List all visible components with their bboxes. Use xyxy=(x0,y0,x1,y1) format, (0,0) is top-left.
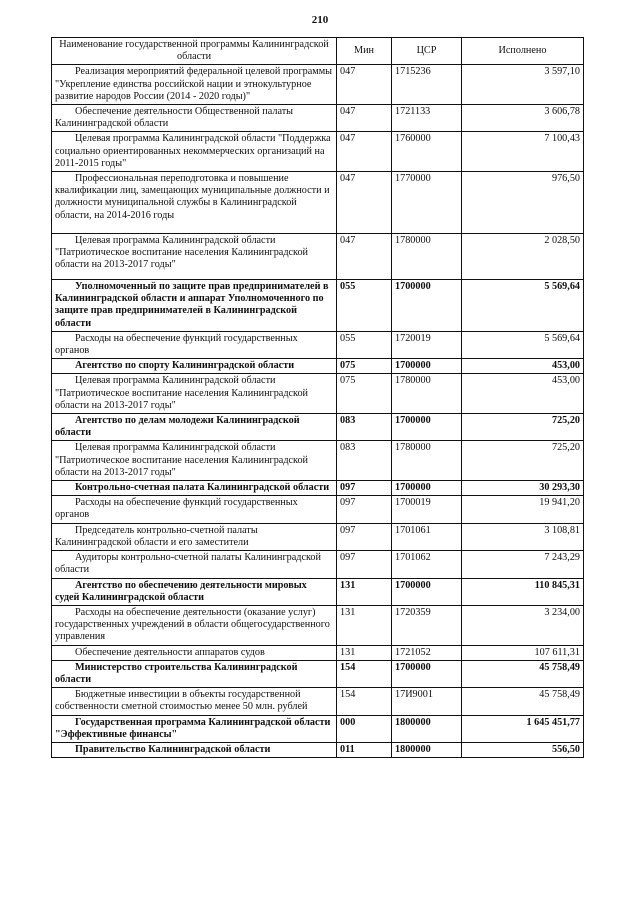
row-csr: 1721133 xyxy=(392,105,462,132)
row-name: Профессиональная переподготовка и повышение квалификации лиц, замещающих муниципальные должности и должности муниципальной службы в Калининградской области, на 2014-2016 годы xyxy=(52,172,337,234)
table-row xyxy=(52,742,584,757)
row-amount: 556,50 xyxy=(462,742,584,757)
table-row xyxy=(52,172,584,234)
row-name: Председатель контрольно-счетной палаты Калининградской области и его заместители xyxy=(52,523,337,550)
row-name: Агентство по делам молодежи Калининградской области xyxy=(52,414,337,441)
row-csr: 1720359 xyxy=(392,605,462,645)
row-min: 075 xyxy=(337,374,392,414)
table-row xyxy=(52,660,584,687)
row-csr: 1800000 xyxy=(392,715,462,742)
row-amount: 453,00 xyxy=(462,374,584,414)
row-min: 047 xyxy=(337,105,392,132)
table-row xyxy=(52,105,584,132)
table-row xyxy=(52,715,584,742)
row-csr: 1700000 xyxy=(392,359,462,374)
row-min: 047 xyxy=(337,132,392,172)
row-min: 000 xyxy=(337,715,392,742)
row-min: 047 xyxy=(337,172,392,234)
table-row xyxy=(52,132,584,172)
row-csr: 1700000 xyxy=(392,578,462,605)
table-row xyxy=(52,496,584,523)
row-csr: 1800000 xyxy=(392,742,462,757)
header-name: Наименование государственной программы Калининградской области xyxy=(52,38,337,65)
row-min: 047 xyxy=(337,65,392,105)
row-name: Министерство строительства Калининградской области xyxy=(52,660,337,687)
row-name: Бюджетные инвестиции в объекты государственной собственности сметной стоимостью менее 50 млн. рублей xyxy=(52,688,337,715)
row-name: Расходы на обеспечение функций государственных органов xyxy=(52,496,337,523)
row-amount: 976,50 xyxy=(462,172,584,234)
row-amount: 1 645 451,77 xyxy=(462,715,584,742)
row-name: Контрольно-счетная палата Калининградской области xyxy=(52,481,337,496)
row-amount: 3 597,10 xyxy=(462,65,584,105)
table-row xyxy=(52,441,584,481)
row-csr: 1700000 xyxy=(392,660,462,687)
row-csr: 1700019 xyxy=(392,496,462,523)
row-min: 083 xyxy=(337,414,392,441)
row-amount: 45 758,49 xyxy=(462,688,584,715)
row-min: 131 xyxy=(337,605,392,645)
table-row xyxy=(52,578,584,605)
header-min: Мин xyxy=(337,38,392,65)
row-min: 083 xyxy=(337,441,392,481)
row-name: Целевая программа Калининградской области "Патриотическое воспитание населения Калининградской области на 2013-2017 годы" xyxy=(52,441,337,481)
row-csr: 1701061 xyxy=(392,523,462,550)
row-name: Обеспечение деятельности аппаратов судов xyxy=(52,645,337,660)
table-row xyxy=(52,605,584,645)
row-name: Обеспечение деятельности Общественной палаты Калининградской области xyxy=(52,105,337,132)
table-row xyxy=(52,645,584,660)
row-min: 154 xyxy=(337,660,392,687)
header-csr: ЦСР xyxy=(392,38,462,65)
row-name: Целевая программа Калининградской области "Патриотическое воспитание населения Калининградской области на 2013-2017 годы" xyxy=(52,374,337,414)
row-amount: 5 569,64 xyxy=(462,331,584,358)
row-csr: 1701062 xyxy=(392,551,462,578)
row-amount: 3 234,00 xyxy=(462,605,584,645)
row-name: Реализация мероприятий федеральной целевой программы "Укрепление единства российской нации и этнокультурное развитие народов России (2014 - 2020 годы)" xyxy=(52,65,337,105)
header-executed: Исполнено xyxy=(462,38,584,65)
row-amount: 107 611,31 xyxy=(462,645,584,660)
row-min: 097 xyxy=(337,551,392,578)
table-row xyxy=(52,234,584,280)
row-name: Целевая программа Калининградской области "Поддержка социально ориентированных некоммерческих организаций на 2011-2015 годы" xyxy=(52,132,337,172)
row-amount: 3 108,81 xyxy=(462,523,584,550)
row-min: 097 xyxy=(337,523,392,550)
row-amount: 45 758,49 xyxy=(462,660,584,687)
row-amount: 5 569,64 xyxy=(462,280,584,332)
row-csr: 1721052 xyxy=(392,645,462,660)
row-csr: 1700000 xyxy=(392,481,462,496)
row-amount: 453,00 xyxy=(462,359,584,374)
row-min: 011 xyxy=(337,742,392,757)
row-min: 055 xyxy=(337,331,392,358)
row-amount: 110 845,31 xyxy=(462,578,584,605)
table-row xyxy=(52,523,584,550)
table-row xyxy=(52,359,584,374)
table-row xyxy=(52,65,584,105)
row-csr: 1715236 xyxy=(392,65,462,105)
row-csr: 1780000 xyxy=(392,441,462,481)
row-min: 131 xyxy=(337,645,392,660)
table-row xyxy=(52,551,584,578)
row-min: 097 xyxy=(337,481,392,496)
row-amount: 7 243,29 xyxy=(462,551,584,578)
row-csr: 1770000 xyxy=(392,172,462,234)
row-amount: 725,20 xyxy=(462,441,584,481)
row-name: Целевая программа Калининградской области "Патриотическое воспитание населения Калининградской области на 2013-2017 годы" xyxy=(52,234,337,280)
row-name: Агентство по обеспечению деятельности мировых судей Калининградской области xyxy=(52,578,337,605)
row-min: 075 xyxy=(337,359,392,374)
page-number: 210 xyxy=(311,14,329,26)
table-row xyxy=(52,688,584,715)
table-row xyxy=(52,481,584,496)
table-row xyxy=(52,374,584,414)
row-csr: 1780000 xyxy=(392,374,462,414)
row-csr: 1780000 xyxy=(392,234,462,280)
row-name: Уполномоченный по защите прав предпринимателей в Калининградской области и аппарат Уполномоченного по защите прав предпринимателей в Калининградской области xyxy=(52,280,337,332)
row-name: Агентство по спорту Калининградской области xyxy=(52,359,337,374)
row-csr: 1760000 xyxy=(392,132,462,172)
row-min: 055 xyxy=(337,280,392,332)
row-amount: 30 293,30 xyxy=(462,481,584,496)
table-body xyxy=(52,65,584,758)
row-csr: 1700000 xyxy=(392,280,462,332)
row-amount: 725,20 xyxy=(462,414,584,441)
row-min: 047 xyxy=(337,234,392,280)
row-amount: 2 028,50 xyxy=(462,234,584,280)
row-name: Государственная программа Калининградской области "Эффективные финансы" xyxy=(52,715,337,742)
row-min: 154 xyxy=(337,688,392,715)
row-amount: 7 100,43 xyxy=(462,132,584,172)
table-row xyxy=(52,280,584,332)
row-amount: 3 606,78 xyxy=(462,105,584,132)
budget-table xyxy=(51,37,584,758)
row-min: 097 xyxy=(337,496,392,523)
row-name: Расходы на обеспечение функций государственных органов xyxy=(52,331,337,358)
table-row xyxy=(52,414,584,441)
row-csr: 1720019 xyxy=(392,331,462,358)
row-min: 131 xyxy=(337,578,392,605)
row-csr: 17И9001 xyxy=(392,688,462,715)
table-header-row xyxy=(52,38,584,65)
table-row xyxy=(52,331,584,358)
row-name: Аудиторы контрольно-счетной палаты Калининградской области xyxy=(52,551,337,578)
row-csr: 1700000 xyxy=(392,414,462,441)
row-name: Правительство Калининградской области xyxy=(52,742,337,757)
row-name: Расходы на обеспечение деятельности (оказание услуг) государственных учреждений в области общегосударственного управления xyxy=(52,605,337,645)
row-amount: 19 941,20 xyxy=(462,496,584,523)
